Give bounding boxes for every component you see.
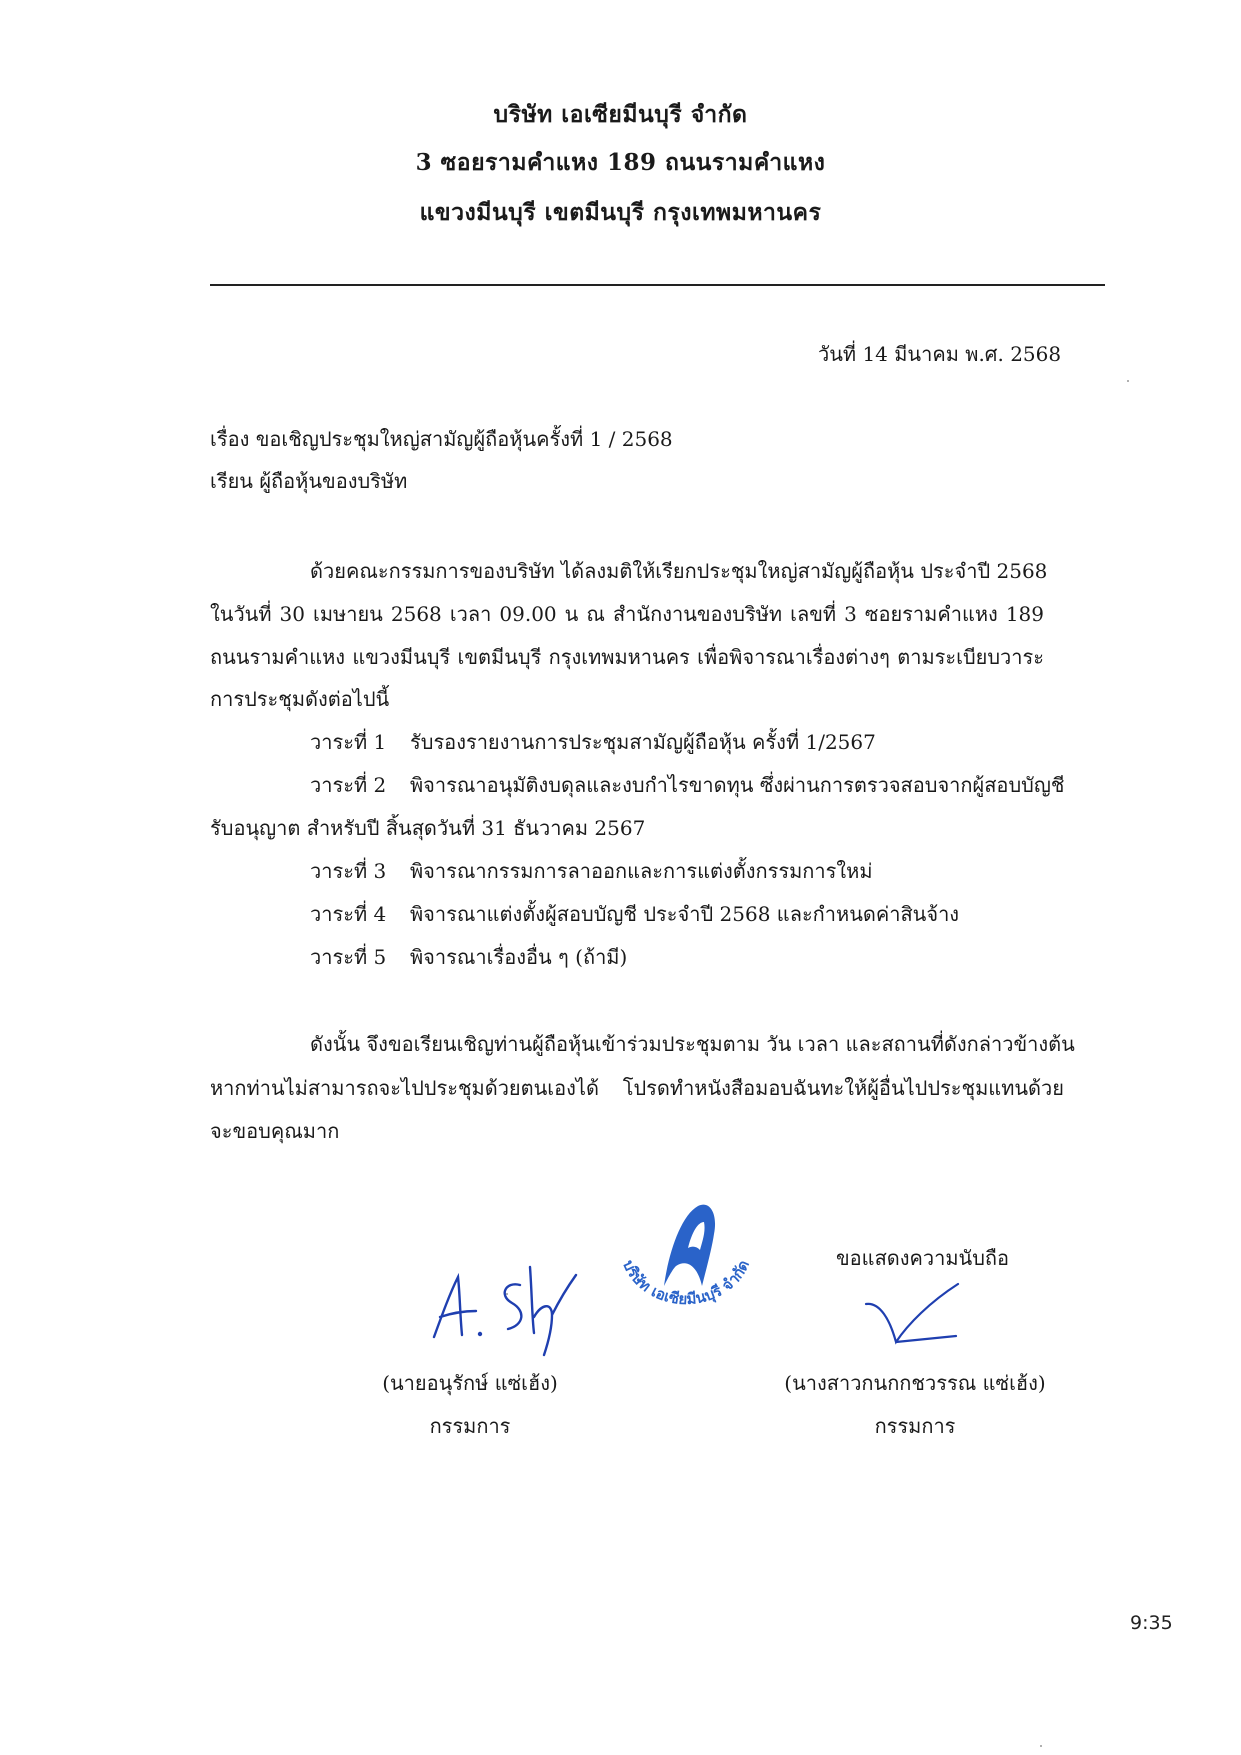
agenda-text: รับรองรายงานการประชุมสามัญผู้ถือหุ้น ครั้งที่ 1/2567 <box>410 730 876 754</box>
recipient-line <box>210 465 407 497</box>
company-stamp <box>602 1186 772 1336</box>
scan-speck <box>1040 1745 1042 1747</box>
closing-line-1: ดังนั้น จึงขอเรียนเชิญท่านผู้ถือหุ้นเข้าร่วมประชุมตาม วัน เวลา และสถานที่ดังกล่าวข้างต้น <box>310 1032 1075 1056</box>
recipient-text: ผู้ถือหุ้นของบริษัท <box>259 469 408 493</box>
agenda-item <box>310 726 876 758</box>
agenda-text: พิจารณาแต่งตั้งผู้สอบบัญชี ประจำปี 2568 และกำหนดค่าสินจ้าง <box>410 902 960 926</box>
agenda-item <box>310 898 959 930</box>
address-line-1: 3 ซอยรามคำแหง 189 ถนนรามคำแหง <box>415 149 826 176</box>
signatory-2-title: กรรมการ <box>874 1414 956 1438</box>
subject-text: ขอเชิญประชุมใหญ่สามัญผู้ถือหุ้นครั้งที่ 1 / 2568 <box>255 427 673 451</box>
clock-time: 9:35 <box>1130 1612 1173 1634</box>
agenda-text: พิจารณาเรื่องอื่น ๆ (ถ้ามี) <box>410 945 628 969</box>
agenda-item <box>310 941 627 973</box>
closing-line-3: จะขอบคุณมาก <box>210 1119 340 1143</box>
scan-speck <box>506 1293 508 1295</box>
agenda-text: พิจารณากรรมการลาออกและการแต่งตั้งกรรมการใหม่ <box>410 859 873 883</box>
agenda-label: วาระที่ 5 <box>310 945 387 969</box>
body-line-2: ในวันที่ 30 เมษายน 2568 เวลา 09.00 น ณ สำนักงานของบริษัท เลขที่ 3 ซอยรามคำแหง 189 <box>210 602 1044 626</box>
agenda-item <box>310 855 873 887</box>
company-name: บริษัท เอเซียมีนบุรี จำกัด <box>493 101 748 128</box>
body-line-4: การประชุมดังต่อไปนี้ <box>210 687 390 711</box>
signature-2 <box>860 1280 980 1360</box>
subject-line <box>210 423 673 455</box>
svg-text:บริษัท เอเซียมีนบุรี จำกัด <box>619 1257 753 1308</box>
letter-date: วันที่ 14 มีนาคม พ.ศ. 2568 <box>818 342 1062 366</box>
agenda-item <box>310 769 1064 801</box>
regards: ขอแสดงความนับถือ <box>836 1246 1010 1270</box>
subject-label: เรื่อง <box>210 427 250 451</box>
signatory-2-name: (นางสาวกนกกชวรรณ แซ่เฮ้ง) <box>784 1371 1046 1395</box>
agenda-label: วาระที่ 2 <box>310 773 387 797</box>
recipient-label: เรียน <box>210 469 253 493</box>
agenda-label: วาระที่ 1 <box>310 730 387 754</box>
body-line-3: ถนนรามคำแหง แขวงมีนบุรี เขตมีนบุรี กรุงเทพมหานคร เพื่อพิจารณาเรื่องต่างๆ ตามระเบียบวาระ <box>210 645 1044 669</box>
agenda-2-continuation: รับอนุญาต สำหรับปี สิ้นสุดวันที่ 31 ธันวาคม 2567 <box>210 816 646 840</box>
header-divider <box>210 284 1105 286</box>
body-line-1: ด้วยคณะกรรมการของบริษัท ได้ลงมติให้เรียกประชุมใหญ่สามัญผู้ถือหุ้น ประจำปี 2568 <box>310 559 1048 583</box>
scan-speck <box>1127 380 1129 382</box>
agenda-label: วาระที่ 3 <box>310 859 387 883</box>
agenda-text: พิจารณาอนุมัติงบดุลและงบกำไรขาดทุน ซึ่งผ่านการตรวจสอบจากผู้สอบบัญชี <box>410 773 1065 797</box>
agenda-label: วาระที่ 4 <box>310 902 387 926</box>
address-line-2: แขวงมีนบุรี เขตมีนบุรี กรุงเทพมหานคร <box>419 199 822 226</box>
closing-line-2: หากท่านไม่สามารถจะไปประชุมด้วยตนเองได้ โปรดทำหนังสือมอบฉันทะให้ผู้อื่นไปประชุมแทนด้วย <box>210 1076 1064 1100</box>
signature-1 <box>420 1255 600 1365</box>
signatory-1-name: (นายอนุรักษ์ แซ่เฮ้ง) <box>382 1371 558 1395</box>
stamp-text: บริษัท เอเซียมีนบุรี จำกัด <box>619 1257 753 1309</box>
signatory-1-title: กรรมการ <box>429 1414 511 1438</box>
